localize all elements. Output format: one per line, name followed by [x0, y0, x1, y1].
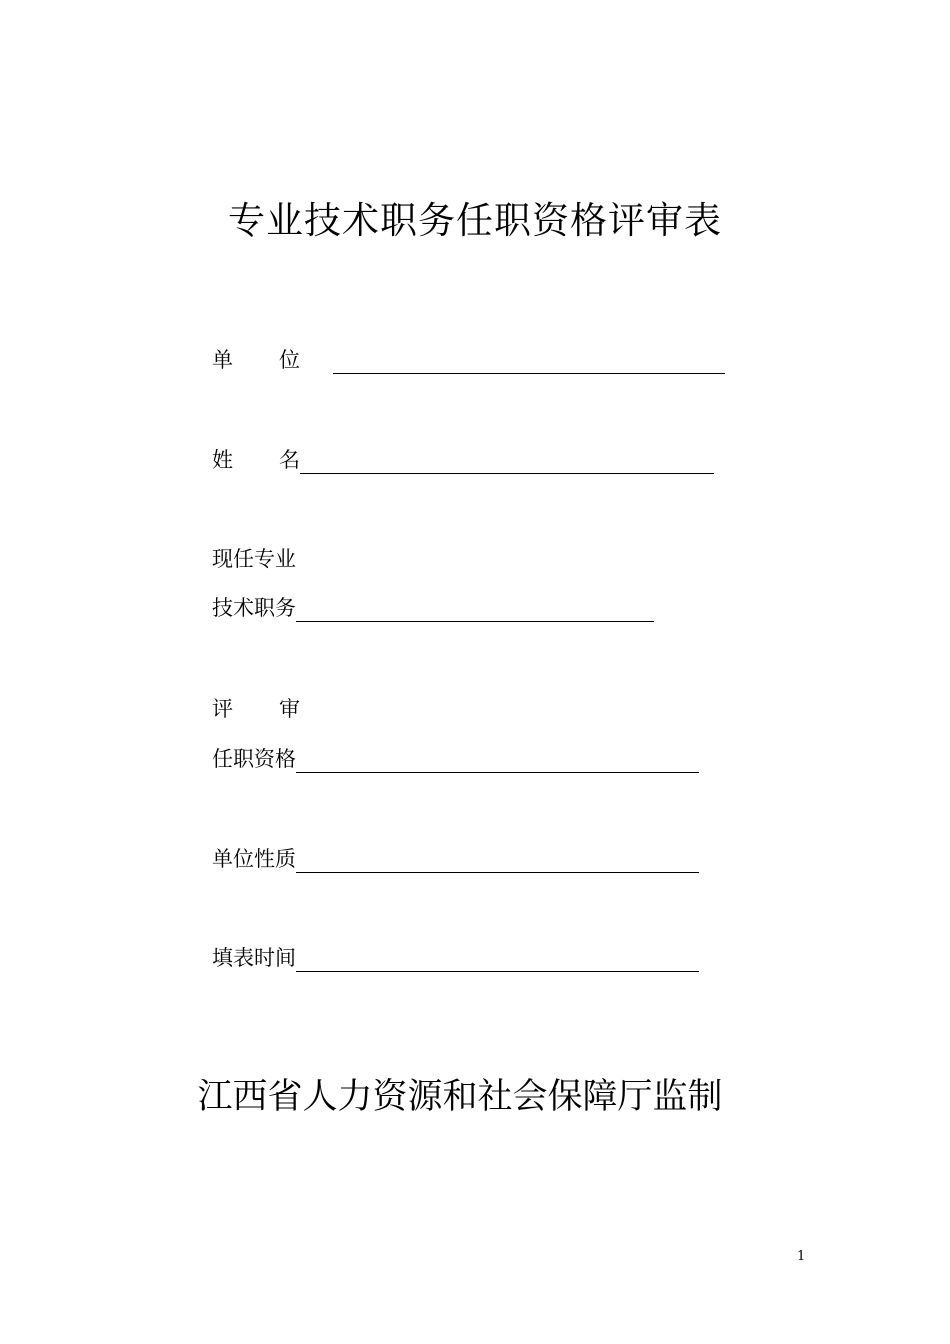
field-name-label-char1: 姓 [212, 448, 233, 472]
field-unit-label [212, 346, 300, 374]
field-unit [212, 346, 725, 374]
issuing-authority: 江西省人力资源和社会保障厅监制 [197, 1077, 723, 1117]
field-review-blank[interactable] [296, 749, 699, 773]
field-name-label [212, 446, 300, 474]
field-name [212, 446, 714, 474]
field-review-line1 [212, 695, 300, 723]
field-name-blank[interactable] [300, 450, 714, 474]
page-number: 1 [797, 1249, 806, 1264]
field-current-title-line1 [212, 545, 296, 573]
field-current-title-line2 [212, 594, 654, 622]
field-review-label-2: 任职资格 [212, 747, 296, 771]
form-title: 专业技术职务任职资格评审表 [228, 199, 722, 242]
field-review-label-1 [212, 695, 300, 723]
field-unit-nature-blank[interactable] [296, 849, 699, 873]
field-review-label-char1: 评 [212, 697, 233, 721]
field-unit-nature [212, 845, 699, 873]
field-current-title-label-1: 现任专业 [212, 547, 296, 571]
field-current-title-label-2: 技术职务 [212, 596, 296, 620]
field-fill-date-label: 填表时间 [212, 946, 296, 970]
field-review-line2 [212, 745, 699, 773]
field-unit-label-char1: 单 [212, 348, 233, 372]
field-unit-nature-label: 单位性质 [212, 847, 296, 871]
field-name-label-char2: 名 [279, 448, 300, 472]
field-review-label-char2: 审 [279, 697, 300, 721]
field-current-title-blank[interactable] [296, 598, 654, 622]
field-fill-date-blank[interactable] [296, 948, 699, 972]
field-unit-blank[interactable] [333, 350, 725, 374]
field-fill-date [212, 944, 699, 972]
field-unit-label-char2: 位 [279, 348, 300, 372]
